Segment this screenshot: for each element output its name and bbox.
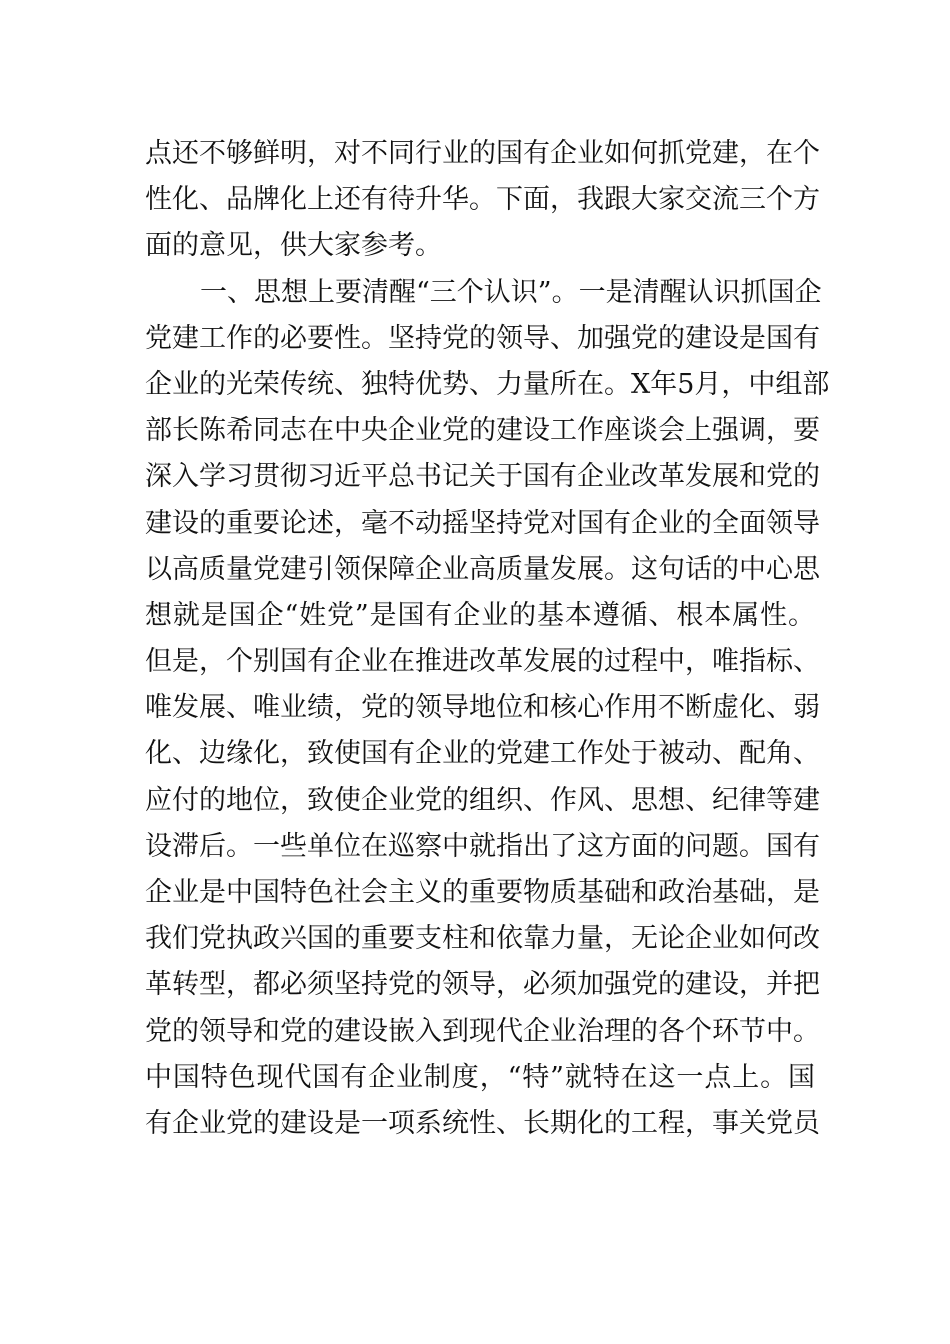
text-line: 化、边缘化，致使国有企业的党建工作处于被动、配角、	[145, 738, 820, 770]
text-line: 但是，个别国有企业在推进改革发展的过程中，唯指标、	[145, 646, 820, 678]
section-heading-line: 一、思想上要清醒“三个认识”。一是清醒认识抓国企	[200, 276, 822, 308]
text-line: 党建工作的必要性。坚持党的领导、加强党的建设是国有	[145, 322, 820, 354]
text-line: 中国特色现代国有企业制度，“特”就特在这一点上。国	[145, 1061, 815, 1093]
text-line: 部长陈希同志在中央企业党的建设工作座谈会上强调，要	[145, 415, 820, 447]
text-line: 以高质量党建引领保障企业高质量发展。这句话的中心思	[145, 553, 820, 585]
body-text	[145, 131, 830, 1147]
text-line: 我们党执政兴国的重要支柱和依靠力量，无论企业如何改	[145, 923, 820, 955]
text-line: 点还不够鲜明，对不同行业的国有企业如何抓党建，在个	[145, 138, 820, 169]
text-line: 党的领导和党的建设嵌入到现代企业治理的各个环节中。	[145, 1015, 820, 1047]
text-line: 深入学习贯彻习近平总书记关于国有企业改革发展和党的	[145, 461, 820, 493]
text-line: 性化、品牌化上还有待升华。下面，我跟大家交流三个方	[145, 184, 820, 216]
text-line: 企业的光荣传统、独特优势、力量所在。X年5月，中组部	[145, 368, 830, 400]
text-line: 建设的重要论述，毫不动摇坚持党对国有企业的全面领导	[145, 507, 820, 539]
text-line: 应付的地位，致使企业党的组织、作风、思想、纪律等建	[145, 784, 820, 816]
text-line: 革转型，都必须坚持党的领导，必须加强党的建设，并把	[145, 969, 820, 1001]
text-line: 企业是中国特色社会主义的重要物质基础和政治基础，是	[145, 877, 820, 908]
text-line: 设滞后。一些单位在巡察中就指出了这方面的问题。国有	[145, 830, 820, 862]
text-line: 面的意见，供大家参考。	[145, 230, 442, 262]
text-line: 想就是国企“姓党”是国有企业的基本遵循、根本属性。	[145, 599, 815, 631]
text-line: 唯发展、唯业绩，党的领导地位和核心作用不断虚化、弱	[145, 692, 820, 724]
text-line: 有企业党的建设是一项系统性、长期化的工程，事关党员	[145, 1107, 820, 1139]
